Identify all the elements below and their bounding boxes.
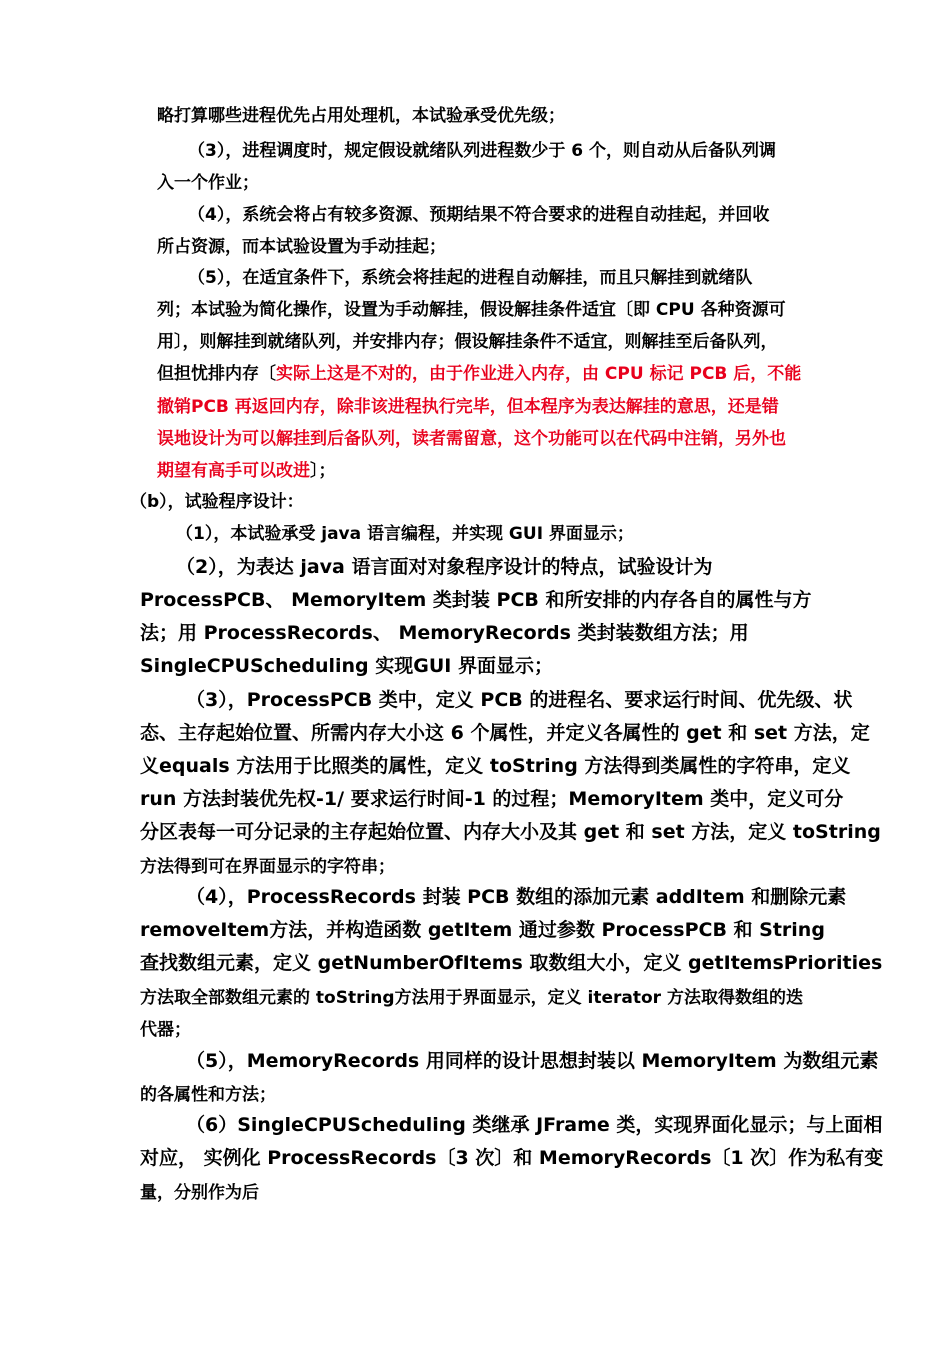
red-note-text: 期望有高手可以改进 bbox=[157, 461, 310, 481]
para-line: 义equals 方法用于比照类的属性，定义 toString 方法得到类属性的字符串，定义 bbox=[140, 755, 851, 777]
para-line: removeItem方法，并构造函数 getItem 通过参数 ProcessPCB 和 String bbox=[140, 919, 825, 941]
para-line: 入一个作业； bbox=[157, 173, 259, 193]
para-line: （1），本试验承受 java 语言编程，并实现 GUI 界面显示； bbox=[176, 524, 634, 544]
para-line: （3），ProcessPCB 类中，定义 PCB 的进程名、要求运行时间、优先级、状 bbox=[186, 689, 853, 711]
para-line: 查找数组元素，定义 getNumberOfItems 取数组大小，定义 getItemsPriorities bbox=[140, 952, 883, 974]
para-line: ProcessPCB、 MemoryItem 类封装 PCB 和所安排的内存各自的属性与方 bbox=[140, 589, 812, 611]
para-line: SingleCPUScheduling 实现GUI 界面显示； bbox=[140, 655, 553, 677]
para-line: 分区表每一可分记录的主存起始位置、内存大小及其 get 和 set 方法，定义 toString bbox=[140, 821, 881, 843]
red-note-line: 误地设计为可以解挂到后备队列，读者需留意，这个功能可以在代码中注销，另外也 bbox=[157, 429, 786, 449]
normal-text: 〕； bbox=[310, 461, 336, 481]
para-line-mixed bbox=[157, 459, 336, 483]
red-note-line: 撤销PCB 再返回内存，除非该进程执行完毕，但本程序为表达解挂的意思，还是错 bbox=[157, 397, 779, 417]
para-line: （4），ProcessRecords 封装 PCB 数组的添加元素 addItem 和删除元素 bbox=[186, 886, 847, 908]
para-line: 用〕，则解挂到就绪队列，并安排内存；假设解挂条件不适宜，则解挂至后备队列， bbox=[157, 332, 778, 352]
normal-text: 但担忧排内存〔 bbox=[157, 364, 276, 384]
para-line: 的各属性和方法； bbox=[140, 1085, 276, 1105]
para-line: （5），在适宜条件下，系统会将挂起的进程自动解挂，而且只解挂到就绪队 bbox=[188, 268, 753, 288]
para-line: （6）SingleCPUScheduling 类继承 JFrame 类，实现界面化显示；与上面相 bbox=[186, 1114, 883, 1136]
para-line: 略打算哪些进程优先占用处理机，本试验承受优先级； bbox=[157, 106, 565, 126]
section-heading: （b），试验程序设计： bbox=[130, 492, 304, 512]
para-line: run 方法封装优先权-1/ 要求运行时间-1 的过程；MemoryItem 类中，定义可分 bbox=[140, 788, 844, 810]
para-line: 态、主存起始位置、所需内存大小这 6 个属性，并定义各属性的 get 和 set 方法，定 bbox=[140, 722, 870, 744]
para-line: 方法得到可在界面显示的字符串； bbox=[140, 857, 395, 877]
para-line: 量，分别作为后 bbox=[140, 1183, 259, 1203]
para-line: 方法取全部数组元素的 toString方法用于界面显示，定义 iterator 方法取得数组的迭 bbox=[140, 988, 803, 1008]
para-line: （4），系统会将占有较多资源、预期结果不符合要求的进程自动挂起，并回收 bbox=[188, 205, 770, 225]
para-line: （5），MemoryRecords 用同样的设计思想封装以 MemoryItem 为数组元素 bbox=[186, 1050, 879, 1072]
para-line: 法；用 ProcessRecords、 MemoryRecords 类封装数组方法；用 bbox=[140, 622, 749, 644]
para-line: 代器； bbox=[140, 1020, 191, 1040]
para-line: 对应， 实例化 ProcessRecords〔3 次〕和 MemoryRecords〔1 次〕作为私有变 bbox=[140, 1147, 884, 1169]
para-line: 列；本试验为简化操作，设置为手动解挂，假设解挂条件适宜〔即 CPU 各种资源可 bbox=[157, 300, 786, 320]
para-line: 所占资源，而本试验设置为手动挂起； bbox=[157, 237, 446, 257]
para-line: （3），进程调度时，规定假设就绪队列进程数少于 6 个，则自动从后备队列调 bbox=[188, 141, 776, 161]
para-line-mixed bbox=[157, 362, 801, 386]
red-note-text: 实际上这是不对的，由于作业进入内存，由 CPU 标记 PCB 后，不能 bbox=[276, 364, 802, 384]
para-line: （2），为表达 java 语言面对对象程序设计的特点，试验设计为 bbox=[176, 556, 713, 578]
